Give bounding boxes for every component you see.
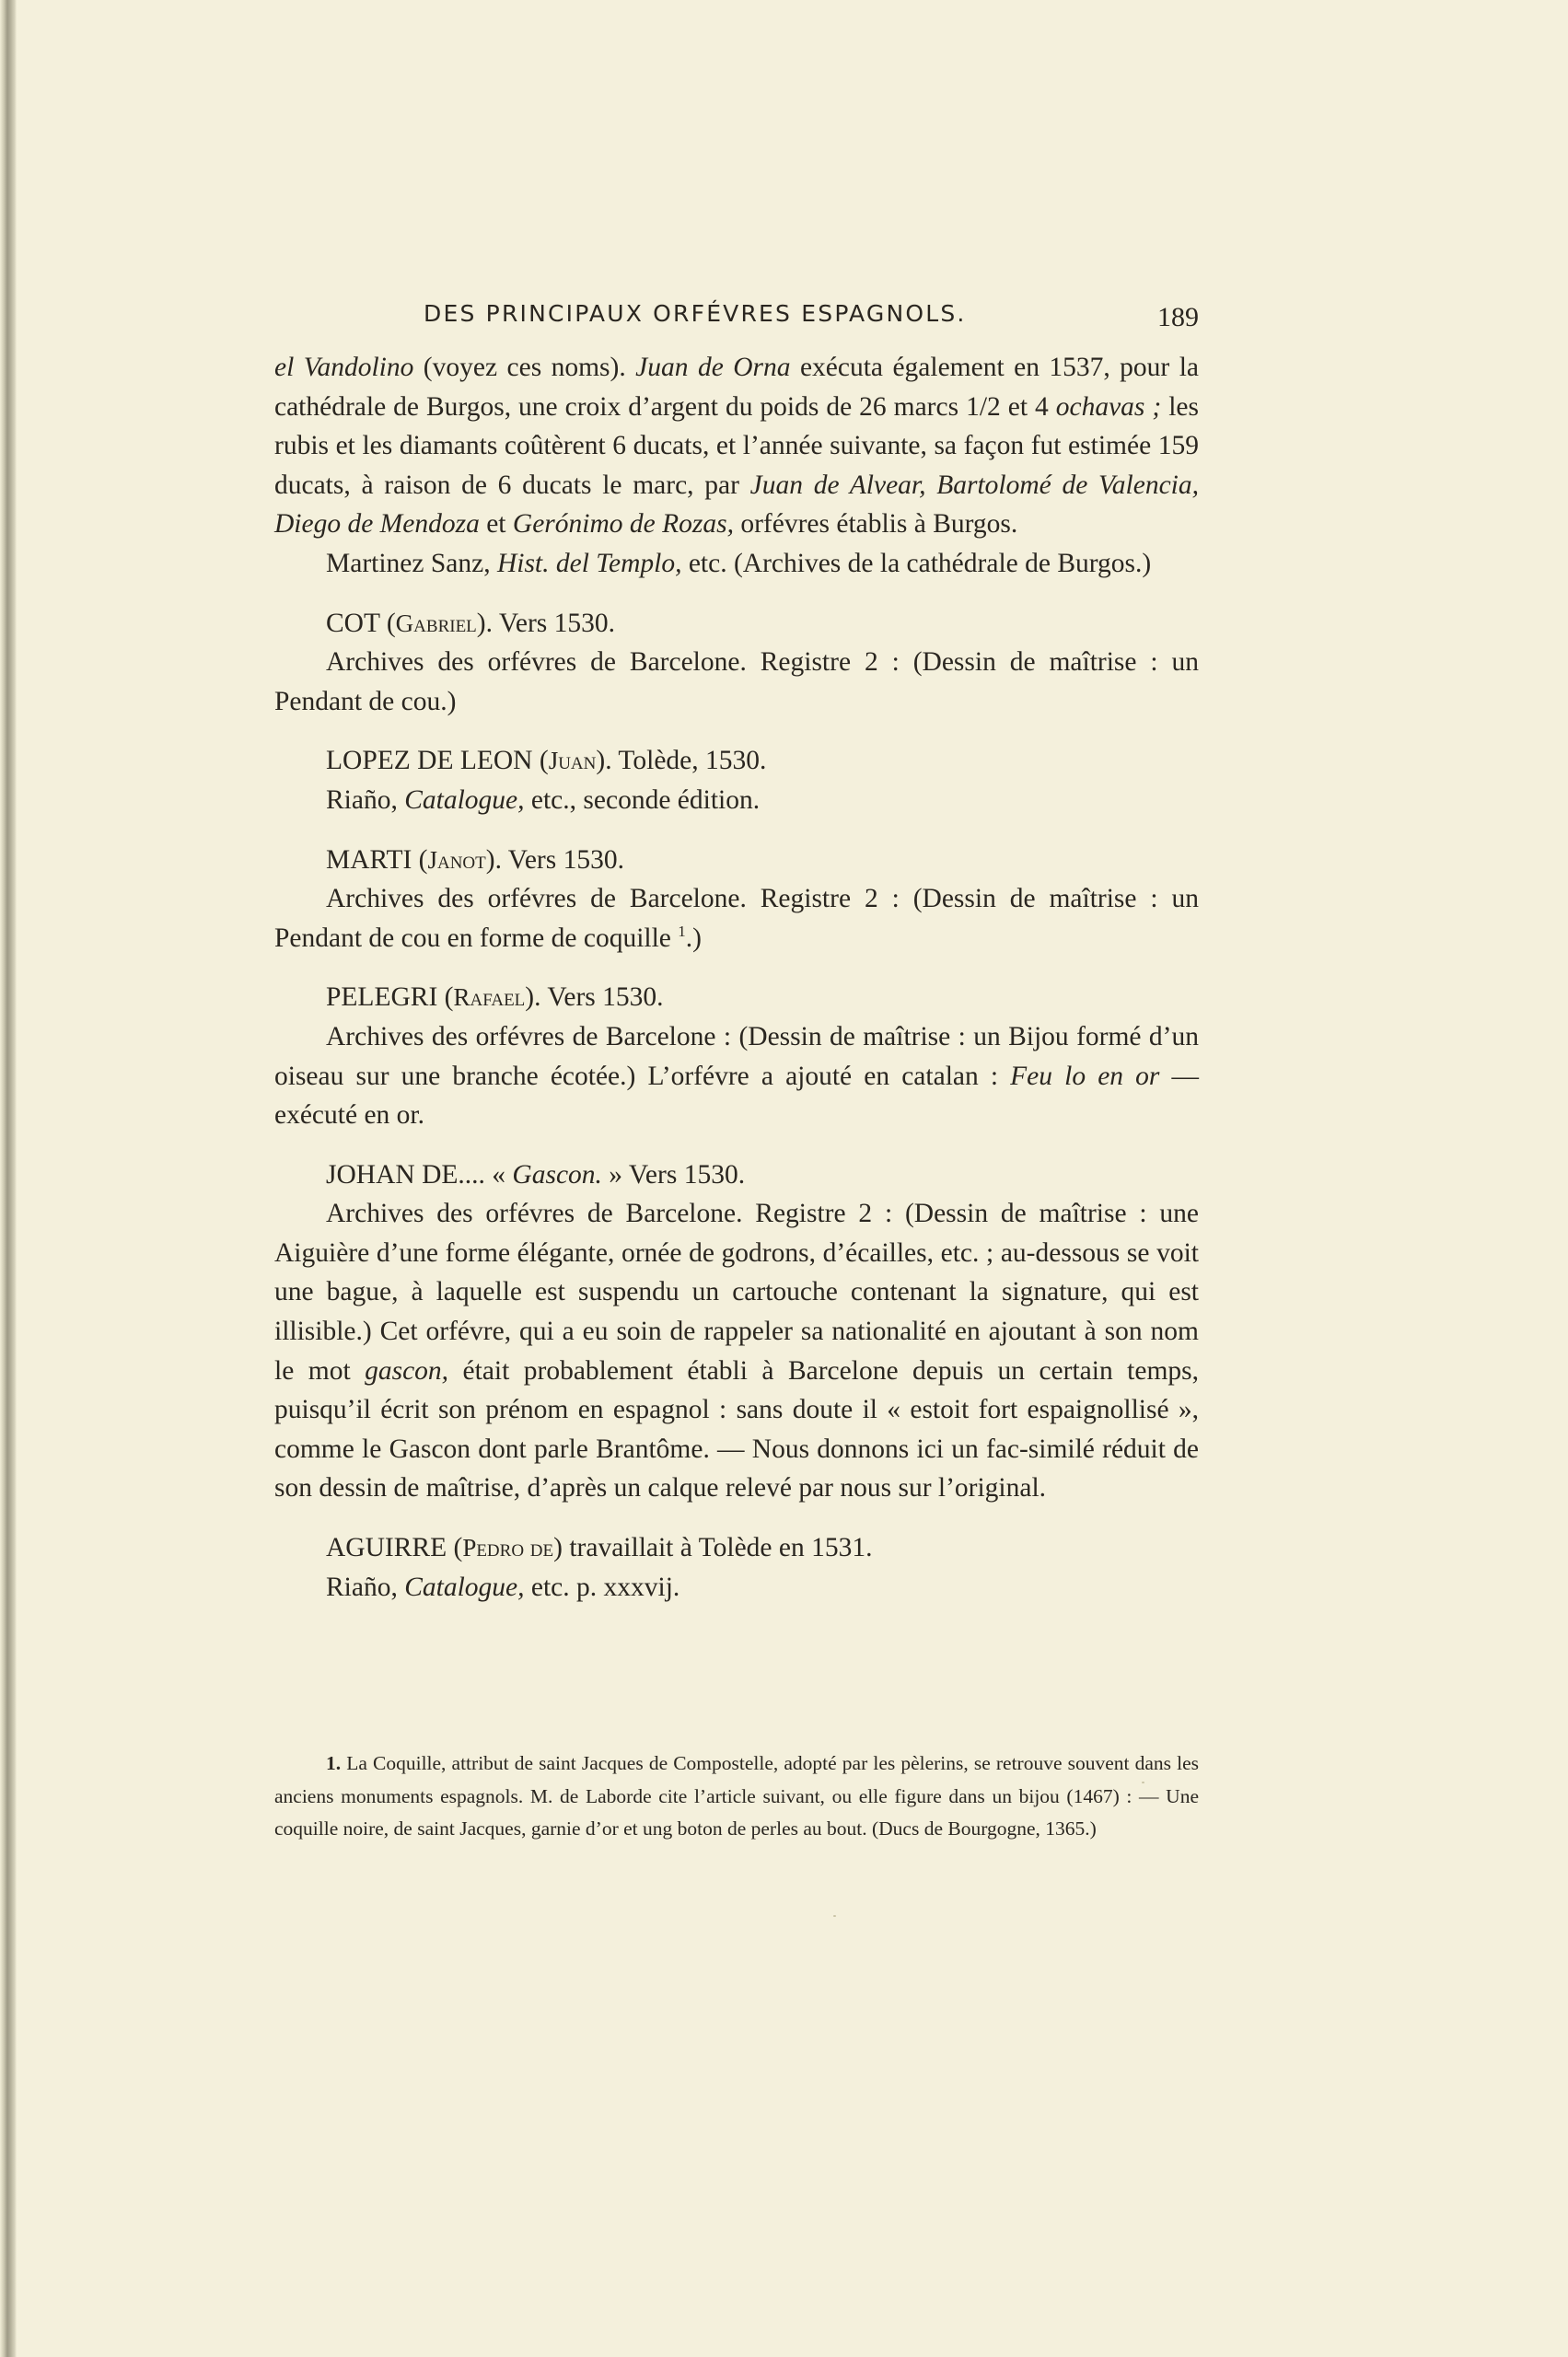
footnote	[274, 1747, 1199, 1846]
footnote-text: La Coquille, attribut de saint Jacques de Compostelle, adopté par les pèlerins, se retrouve souvent dans les anciens monuments espagnols. M. de Laborde cite l’article suivant, ou elle figure dans un bijou (1467) : — Une coquille noire, de saint Jacques, garnie d’or et ung boton de perles au bout. (Ducs de Bourgogne, 1365.)	[274, 1752, 1199, 1840]
text-run: les rubis et les diamants coûtèrent 6 ducats, et l’année suivante, sa façon fut estimée 159 ducats, à raison de 6 ducats le marc, par	[274, 391, 1199, 500]
text-run: Archives des orfévres de Barcelone. Registre 2 : (Dessin de maîtrise : un Pendant de cou en forme de coquille	[274, 884, 1199, 953]
source-paragraph	[274, 1017, 1199, 1135]
text-run: JOHAN DE.... «	[326, 1159, 513, 1190]
text-run: Riaño,	[326, 784, 405, 815]
italic-text: Juan de Orna	[635, 353, 791, 382]
continuation-paragraph	[274, 348, 1199, 544]
italic-text: ochavas ;	[1055, 391, 1162, 422]
entry-heading	[274, 1155, 1199, 1195]
italic-text: Gascon.	[512, 1159, 602, 1190]
text-run: PELEGRI (	[326, 982, 454, 1013]
text-run: orfévres établis à Burgos.	[733, 509, 1018, 540]
italic-text: gascon,	[365, 1355, 449, 1386]
footnote-reference[interactable]: 1	[678, 922, 686, 940]
text-run: exécuta également en 1537, pour la cathédrale de Burgos, une croix d’argent du poids de 26 marcs 1/2 et 4	[274, 353, 1199, 422]
text-run: Archives des orfévres de Barcelone : (Dessin de maîtrise : un Bijou formé d’un oiseau sur une branche écotée.) L’orfévre a ajouté en catalan :	[274, 1021, 1199, 1091]
text-run: Riaño,	[326, 1572, 405, 1602]
text-run: ). Vers 1530.	[525, 982, 664, 1013]
small-caps-name: Pedro de	[462, 1534, 554, 1562]
small-caps-name: Juan	[548, 747, 597, 775]
entry-heading	[274, 978, 1199, 1017]
small-caps-name: Gabriel	[395, 609, 477, 637]
paper-speck	[1142, 1782, 1144, 1783]
text-run: .)	[685, 923, 702, 953]
text-run: LOPEZ DE LEON (	[326, 746, 549, 776]
source-paragraph	[274, 781, 1199, 820]
italic-text: el Vandolino	[274, 353, 414, 382]
body-text	[274, 348, 1199, 1607]
small-caps-name: Rafael	[453, 983, 526, 1012]
source-paragraph	[274, 879, 1199, 958]
text-run: Archives des orfévres de Barcelone. Registre 2 : (Dessin de maîtrise : une Aiguière d’une forme élégante, ornée de godrons, d’écailles, etc. ; au-dessous se voit une bague, à laquelle est suspendu un cartouche contenant la signature, qui est illisible.) Cet orfévre, qui a eu soin de rappeler sa nationalité en ajoutant à son nom le mot	[274, 1199, 1199, 1386]
entry-heading	[274, 841, 1199, 880]
text-run: (voyez ces noms).	[413, 353, 636, 382]
italic-text: Gerónimo de Rozas,	[512, 509, 734, 540]
page-number: 189	[1157, 302, 1199, 332]
source-paragraph	[274, 1194, 1199, 1508]
text-run: ). Vers 1530.	[485, 844, 624, 875]
text-run: MARTI (	[326, 844, 428, 875]
text-run: » Vers 1530.	[601, 1159, 746, 1190]
book-binding-edge	[0, 0, 17, 2357]
running-head	[274, 300, 1199, 337]
footnote-number: 1.	[326, 1752, 342, 1774]
source-paragraph	[274, 643, 1199, 721]
text-run: ). Vers 1530.	[476, 608, 616, 638]
text-run: ) travaillait à Tolède en 1531.	[553, 1533, 873, 1563]
text-run: était probablement établi à Barcelone depuis un certain temps, puisqu’il écrit son prénom en espagnol : sans doute il « estoit fort espaignollisé », comme le Gascon dont parle Brantôme. — Nous donnons ici un fac-similé réduit de son dessin de maîtrise, d’après un calque relevé par nous sur l’original.	[274, 1355, 1199, 1504]
italic-text: Hist. del Templo,	[496, 548, 682, 578]
text-run: — exécuté en or.	[274, 1061, 1200, 1131]
italic-text: Juan de Alvear, Bartolomé de Valencia, Diego de Mendoza	[274, 470, 1200, 540]
italic-text: Feu lo en or	[1010, 1061, 1160, 1091]
italic-text: Catalogue,	[404, 1572, 525, 1602]
entry-heading	[274, 1528, 1199, 1568]
italic-text: Catalogue,	[404, 784, 525, 815]
text-run: etc. p. xxxvij.	[524, 1572, 680, 1602]
text-run: etc. (Archives de la cathédrale de Burgos.)	[681, 548, 1152, 578]
paper-speck	[833, 1915, 836, 1917]
source-paragraph	[274, 544, 1199, 584]
entry-heading	[274, 604, 1199, 644]
source-paragraph	[274, 1568, 1199, 1608]
entry-heading	[274, 741, 1199, 781]
text-run: ). Tolède, 1530.	[596, 746, 767, 776]
small-caps-name: Janot	[427, 845, 486, 874]
text-run: et	[479, 509, 513, 540]
text-run: COT (	[326, 608, 396, 638]
text-run: Martinez Sanz,	[326, 548, 497, 578]
text-run: etc., seconde édition.	[524, 784, 761, 815]
running-title: DES PRINCIPAUX ORFÉVRES ESPAGNOLS.	[424, 300, 967, 327]
text-run: Archives des orfévres de Barcelone. Registre 2 : (Dessin de maîtrise : un Pendant de cou.)	[274, 647, 1199, 716]
footnotes	[274, 1747, 1199, 1846]
text-run: AGUIRRE (	[326, 1533, 463, 1563]
